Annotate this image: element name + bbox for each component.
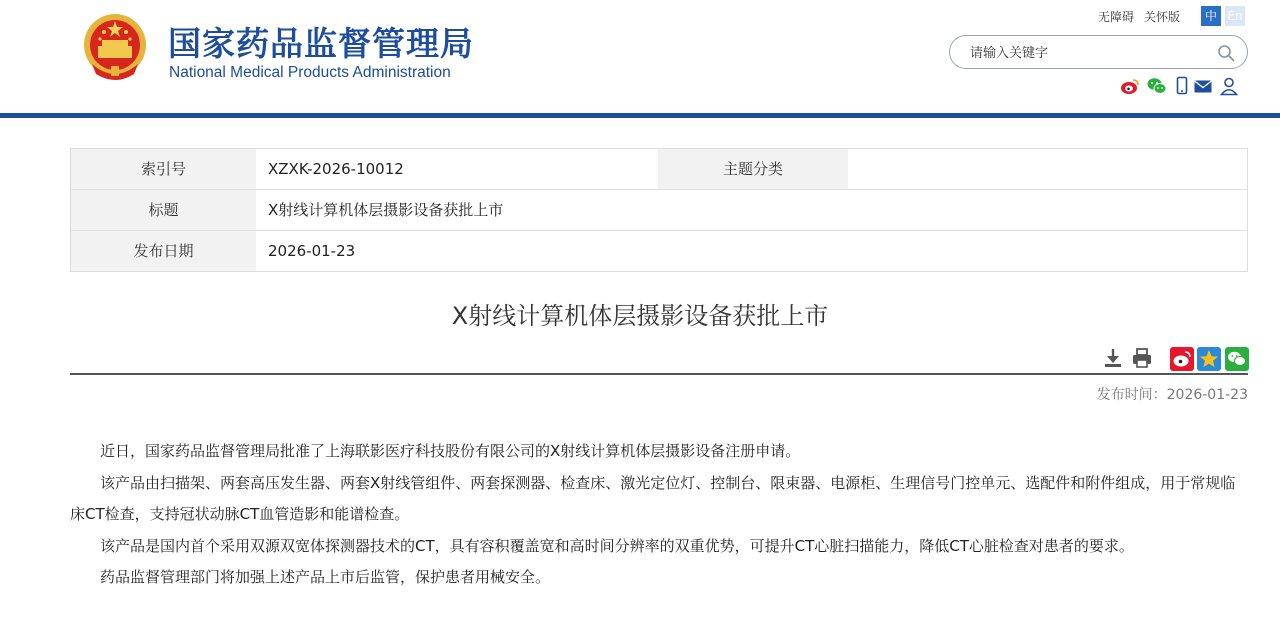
download-icon[interactable]	[1102, 347, 1124, 369]
title-label: 标题	[71, 190, 256, 230]
share-qzone-icon[interactable]	[1197, 347, 1221, 371]
mail-icon[interactable]	[1193, 76, 1213, 96]
weibo-icon[interactable]	[1120, 76, 1140, 96]
search-input[interactable]	[968, 42, 1212, 64]
lang-zh-button[interactable]: 中	[1201, 6, 1221, 26]
date-value: 2026-01-23	[268, 242, 356, 260]
info-table	[70, 148, 1248, 272]
article-paragraph: 药品监督管理部门将加强上述产品上市后监管，保护患者用械安全。	[100, 568, 551, 586]
national-emblem-icon	[82, 12, 148, 82]
search-icon[interactable]	[1217, 44, 1235, 62]
print-icon[interactable]	[1131, 347, 1153, 369]
index-value: XZXK-2026-10012	[268, 160, 404, 178]
article-paragraph: 该产品是国内首个采用双源双宽体探测器技术的CT，具有容积覆盖宽和高时间分辨率的双重优势，可提升CT心脏扫描能力，降低CT心脏检查对患者的要求。	[100, 536, 1134, 555]
lang-en-button[interactable]: En	[1225, 6, 1245, 26]
article-paragraph: 近日，国家药品监督管理局批准了上海联影医疗科技股份有限公司的X射线计算机体层摄影设备注册申请。	[100, 442, 801, 460]
share-weibo-icon[interactable]	[1170, 347, 1194, 371]
share-wechat-icon[interactable]	[1225, 347, 1249, 371]
site-title-en[interactable]: National Medical Products Administration	[169, 64, 451, 81]
care-mode-link[interactable]: 关怀版	[1144, 10, 1181, 24]
info-row-index	[71, 149, 1247, 190]
wechat-icon[interactable]	[1147, 76, 1167, 96]
category-label: 主题分类	[658, 149, 848, 189]
index-label: 索引号	[71, 149, 256, 189]
header-divider	[0, 113, 1280, 118]
site-title-cn[interactable]: 国家药品监督管理局	[168, 24, 474, 63]
site-header	[0, 0, 1280, 118]
category-value	[848, 149, 1247, 189]
article-title: X射线计算机体层摄影设备获批上市	[451, 302, 829, 330]
accessibility-link[interactable]: 无障碍	[1098, 10, 1135, 24]
article-divider	[70, 373, 1248, 375]
user-icon[interactable]	[1219, 76, 1239, 96]
info-row-title	[71, 190, 1247, 231]
article-paragraph: 该产品由扫描架、两套高压发生器、两套X射线管组件、两套探测器、检查床、激光定位灯、控制台、限束器、电源柜、生理信号门控单元、选配件和附件组成，用于常规临床CT检查，支持冠状动脉CT血管造影和能谱检查。	[70, 473, 1236, 523]
title-value: X射线计算机体层摄影设备获批上市	[268, 201, 504, 219]
info-row-date	[71, 231, 1247, 271]
publish-time: 发布时间：2026-01-23	[1096, 387, 1248, 403]
article-body	[70, 436, 1248, 594]
search-box	[949, 35, 1248, 69]
mobile-icon[interactable]	[1172, 76, 1192, 96]
date-label: 发布日期	[71, 231, 256, 271]
